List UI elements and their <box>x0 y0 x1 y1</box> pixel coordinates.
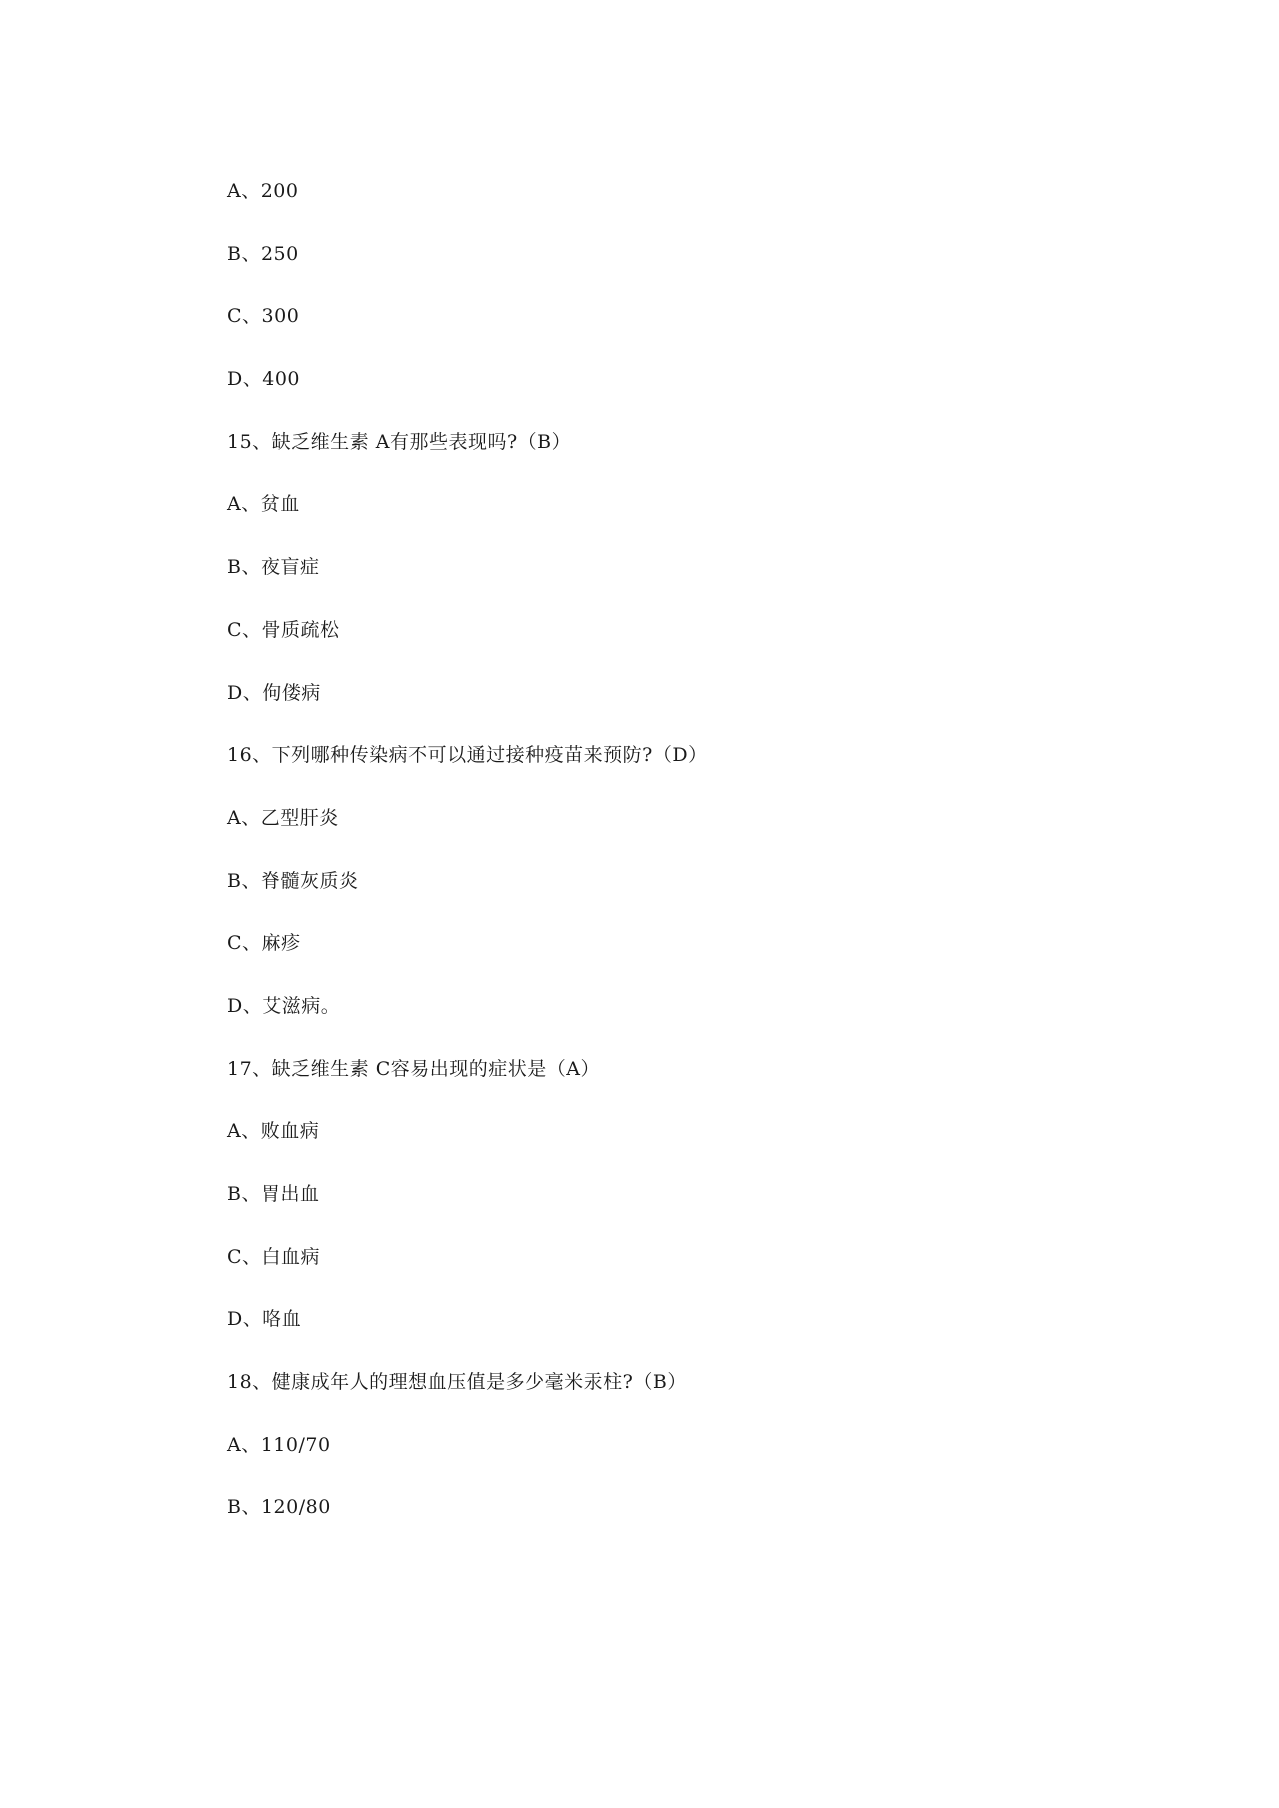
option-a-q15: A、贫血 <box>227 493 300 516</box>
option-b-q16: B、脊髓灰质炎 <box>227 869 359 892</box>
option-d-q14: D、400 <box>227 368 300 391</box>
option-d-q17: D、咯血 <box>227 1308 302 1331</box>
option-c-q17: C、白血病 <box>227 1245 321 1268</box>
option-a-q16: A、乙型肝炎 <box>227 806 339 829</box>
option-c-q14: C、300 <box>227 305 300 328</box>
option-b-q14: B、250 <box>227 242 299 265</box>
option-d-q16: D、艾滋病。 <box>227 994 341 1017</box>
question-17: 17、缺乏维生素 C容易出现的症状是（A） <box>227 1057 600 1080</box>
option-a-q17: A、败血病 <box>227 1120 320 1143</box>
question-18: 18、健康成年人的理想血压值是多少毫米汞柱?（B） <box>227 1371 687 1394</box>
option-c-q15: C、骨质疏松 <box>227 618 340 641</box>
question-16: 16、下列哪种传染病不可以通过接种疫苗来预防?（D） <box>227 744 708 767</box>
option-a-q18: A、110/70 <box>227 1433 331 1456</box>
option-b-q17: B、胃出血 <box>227 1183 320 1205</box>
option-d-q15: D、佝偻病 <box>227 681 321 704</box>
option-b-q15: B、夜盲症 <box>227 556 320 579</box>
option-a-q14: A、200 <box>227 180 299 202</box>
question-15: 15、缺乏维生素 A有那些表现吗?（B） <box>227 430 572 453</box>
option-b-q18: B、120/80 <box>227 1496 331 1519</box>
question-list <box>227 176 1187 1555</box>
option-c-q16: C、麻疹 <box>227 932 301 955</box>
